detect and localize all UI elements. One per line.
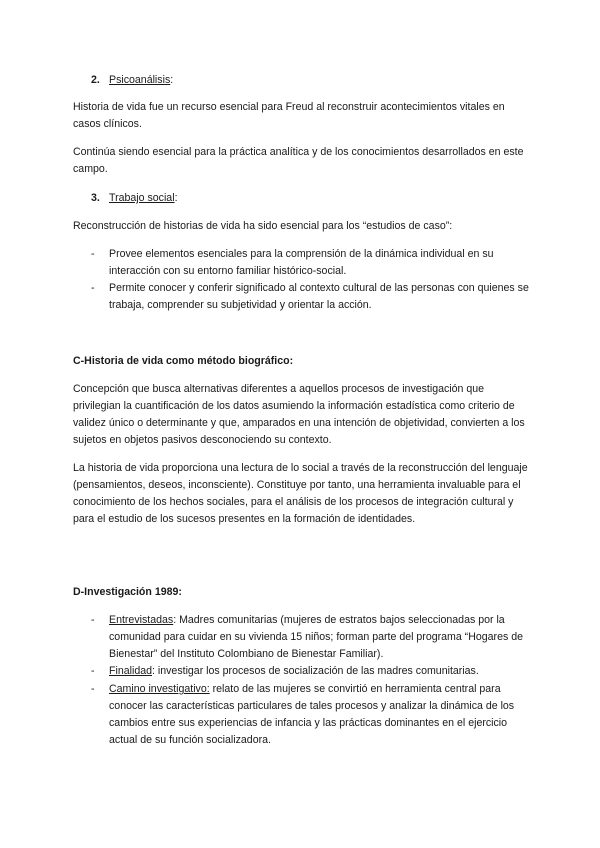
list-item (91, 612, 531, 663)
section-d-heading: D-Investigación 1989: (73, 586, 182, 598)
list-item (91, 246, 531, 280)
list-item-label: Entrevistadas (109, 614, 174, 626)
section-3-number: 3. (91, 192, 100, 204)
section-3-title: Trabajo social (109, 192, 175, 204)
list-item (91, 681, 531, 749)
section-3-intro: Reconstrucción de historias de vida ha sido esencial para los “estudios de caso”: (73, 220, 453, 232)
list-item-label: Camino investigativo: (109, 683, 210, 695)
section-3-header (91, 190, 178, 207)
section-c-heading: C-Historia de vida como método biográfico: (73, 355, 294, 367)
list-item-body: Madres comunitarias (mujeres de estratos bajos seleccionadas por la comunidad para cuidar en su vivienda 15 niños; forman parte del programa “Hogares de Bienestar” del Instituto Colombiano de Bienestar Familiar). (109, 614, 523, 660)
list-item-body: relato de las mujeres se convirtió en herramienta central para conocer las características particulares de tales procesos y analizar la dinámica de los cambios entre sus experiencias de infancia y las prácticas dominantes en el ejercicio actual de su función socializadora. (109, 683, 515, 746)
list-item-separator: : (152, 665, 158, 677)
section-3-title-suffix: : (174, 192, 178, 204)
bullet-dash: - (91, 614, 95, 626)
section-c-paragraph-2: La historia de vida proporciona una lectura de lo social a través de la reconstrucción del lenguaje (pensamientos, deseos, inconsciente). Constituye por tanto, una herramienta invaluable para el conocimiento de los hechos sociales, para el análisis de los procesos de integración cultural y para el estudio de los sucesos presentes en la formación de identidades. (73, 462, 528, 525)
list-item-text: Provee elementos esenciales para la comprensión de la dinámica individual en su interacción con su entorno familiar histórico-social. (109, 248, 494, 277)
list-item-text (109, 681, 531, 749)
bullet-dash: - (91, 282, 95, 294)
section-2-paragraph-2: Continúa siendo esencial para la práctica analítica y de los conocimientos desarrollados en este campo. (73, 146, 524, 175)
section-2-title: Psicoanálisis (109, 74, 171, 86)
list-item-text: Permite conocer y conferir significado al contexto cultural de las personas con quienes se trabaja, comprender su subjetividad y orientar la acción. (109, 282, 529, 311)
list-item-label: Finalidad (109, 665, 152, 677)
section-c-paragraph-1: Concepción que busca alternativas diferentes a aquellos procesos de investigación que privilegian la cuantificación de los datos asumiendo la información estadística como criterio de validez único o determinante y que, amparados en una intención de objetividad, convierten a los sujetos en objetos pasivos desconociendo su contexto. (73, 383, 525, 446)
list-item-separator: : (173, 614, 180, 626)
list-item-text (109, 663, 531, 680)
list-item (91, 663, 531, 680)
list-item-body: investigar los procesos de socialización de las madres comunitarias. (157, 665, 479, 677)
bullet-dash: - (91, 248, 95, 260)
section-2-number: 2. (91, 74, 100, 86)
section-2-header (91, 72, 173, 89)
bullet-dash: - (91, 683, 95, 695)
bullet-dash: - (91, 665, 95, 677)
section-2-paragraph-1: Historia de vida fue un recurso esencial para Freud al reconstruir acontecimientos vitales en casos clínicos. (73, 101, 505, 130)
list-item (91, 280, 531, 314)
section-2-title-suffix: : (170, 74, 174, 86)
list-item-text (109, 612, 531, 663)
